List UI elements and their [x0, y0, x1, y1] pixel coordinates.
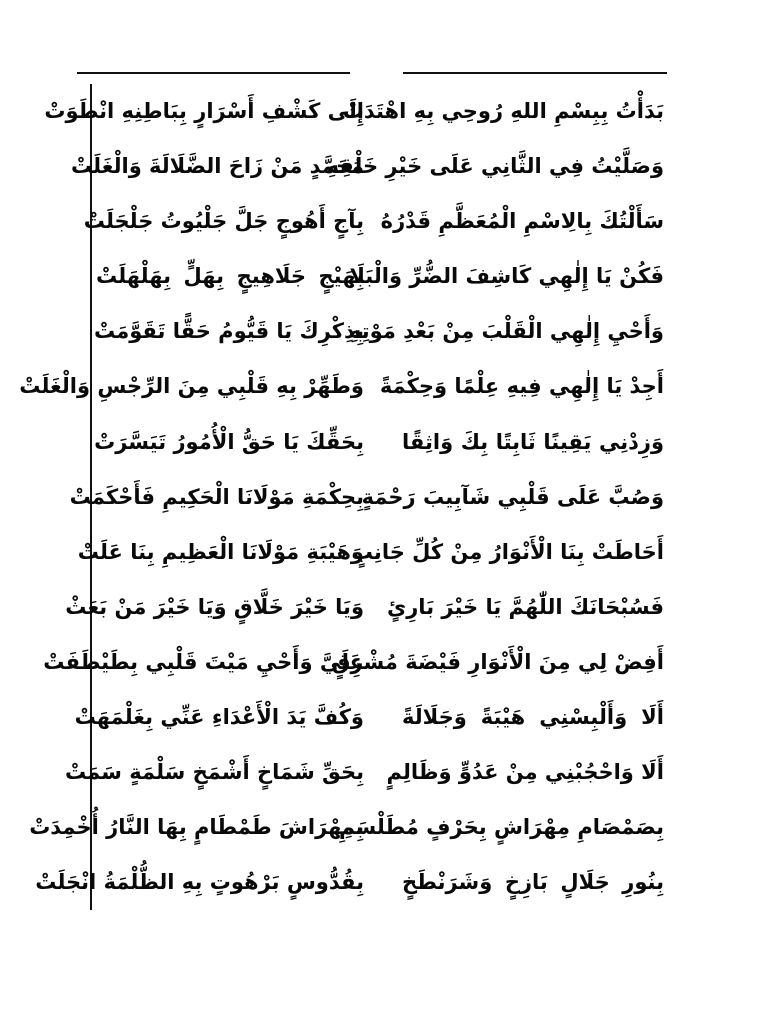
verse-right-4: فَكُنْ يَا إِلٰهِي كَاشِفَ الضُّرِّ وَالْبَلَا — [349, 264, 664, 289]
verse-left-11: عَلَيَّ وَأَحْيِ مَيْتَ قَلْبِي بِطَيْطَفَتْ — [43, 649, 364, 674]
verse-left-15: بِقُدُّوسٍ بَرْهُوتٍ بِهِ الظُّلْمَةُ انْجَلَتْ — [35, 870, 364, 895]
right-column — [326, 84, 664, 910]
verse-left-5: بِذِكْرِكَ يَا قَيُّومُ حَقًّا تَقَوَّمَتْ — [94, 319, 364, 344]
verse-left-2: مُحَمَّدٍ مَنْ زَاحَ الضَّلَالَةَ وَالْغَلَتْ — [70, 154, 364, 179]
verse-right-9: أَحَاطَتْ بِنَا الْأَنْوَارُ مِنْ كُلِّ جَانِبٍ — [351, 539, 664, 564]
verse-right-1: بَدَأْتُ بِبِسْمِ اللهِ رُوحِي بِهِ اهْتَدَتْ — [342, 99, 664, 123]
verse-right-12: أَلَا وَأَلْبِسْنِي هَيْبَةً وَجَلَالَةً — [402, 705, 664, 730]
verse-right-13: أَلَا وَاحْجُبْنِي مِنْ عَدُوٍّ وَظَالِمٍ — [386, 760, 664, 785]
verse-left-10: وَيَا خَيْرَ خَلَّاقٍ وَيَا خَيْرَ مَنْ بَعَثْ — [65, 594, 364, 619]
verse-right-7: وَزِدْنِي يَقِينًا ثَابِتًا بِكَ وَاثِقًا — [402, 429, 664, 454]
verse-right-5: وَأَحْيِ إِلٰهِي الْقَلْبَ مِنْ بَعْدِ مَوْتِهِ — [349, 319, 664, 344]
verse-right-15: بِنُورِ جَلَالٍ بَازِخٍ وَشَرَنْطَخٍ — [402, 870, 664, 895]
verse-left-6: وَطَهِّرْ بِهِ قَلْبِي مِنَ الرِّجْسِ وَالْغَلَتْ — [19, 374, 364, 399]
verse-left-12: وَكُفَّ يَدَ الْأَعْدَاءِ عَنِّي بِغَلْمَهَتْ — [74, 705, 364, 730]
verse-right-10: فَسُبْحَانَكَ اللّٰهُمَّ يَا خَيْرَ بَارِئٍ — [386, 594, 664, 619]
verse-left-13: بِحَقِّ شَمَاخٍ أَشْمَخٍ سَلْمَةٍ سَمَتْ — [64, 760, 364, 785]
verse-right-6: أَجِدْ يَا إِلٰهِي فِيهِ عِلْمًا وَحِكْمَةً — [379, 374, 664, 399]
verse-left-9: وَهَيْبَةِ مَوْلَانَا الْعَظِيمِ بِنَا عَلَتْ — [77, 539, 364, 564]
verse-right-2: وَصَلَّيْتُ فِي الثَّانِي عَلَى خَيْرِ خَلْقِهِ — [326, 154, 664, 179]
verse-right-14: بِصَمْصَامِ مِهْرَاشٍ بِحَرْفٍ مُطَلْسَمِ — [338, 815, 664, 840]
top-rule-left — [77, 72, 350, 74]
verse-right-3: سَأَلْتُكَ بِالِاسْمِ الْمُعَظَّمِ قَدْرُهُ — [380, 209, 664, 234]
verse-left-8: بِحِكْمَةِ مَوْلَانَا الْحَكِيمِ فَأَحْكَمَتْ — [69, 484, 364, 509]
verse-right-8: وَصُبَّ عَلَى قَلْبِي شَآبِيبَ رَحْمَةٍ — [361, 484, 664, 509]
verse-right-11: أَفِضْ لِي مِنَ الْأَنْوَارِ فَيْضَةَ مُشْرِقٍ — [331, 649, 664, 674]
verse-left-3: بِآجٍ أَهُوجٍ جَلَّ جَلْيُوتُ جَلْجَلَتْ — [83, 209, 364, 234]
left-column — [19, 84, 364, 910]
verse-left-1: إِلَى كَشْفِ أَسْرَارٍ بِبَاطِنِهِ انْطَوَتْ — [44, 99, 364, 123]
verse-left-4: بِهَيْجٍ جَلَاهِيجٍ بِهَلٍّ بِهَلْهَلَتْ — [96, 264, 364, 289]
verse-left-14: بِمِهْرَاشَ طَمْطَامٍ بِهَا النَّارُ أُخْمِدَتْ — [29, 815, 364, 840]
top-rule-right — [403, 72, 667, 74]
verse-left-7: بِحَقِّكَ يَا حَقُّ الْأُمُورُ تَيَسَّرَتْ — [94, 429, 364, 454]
